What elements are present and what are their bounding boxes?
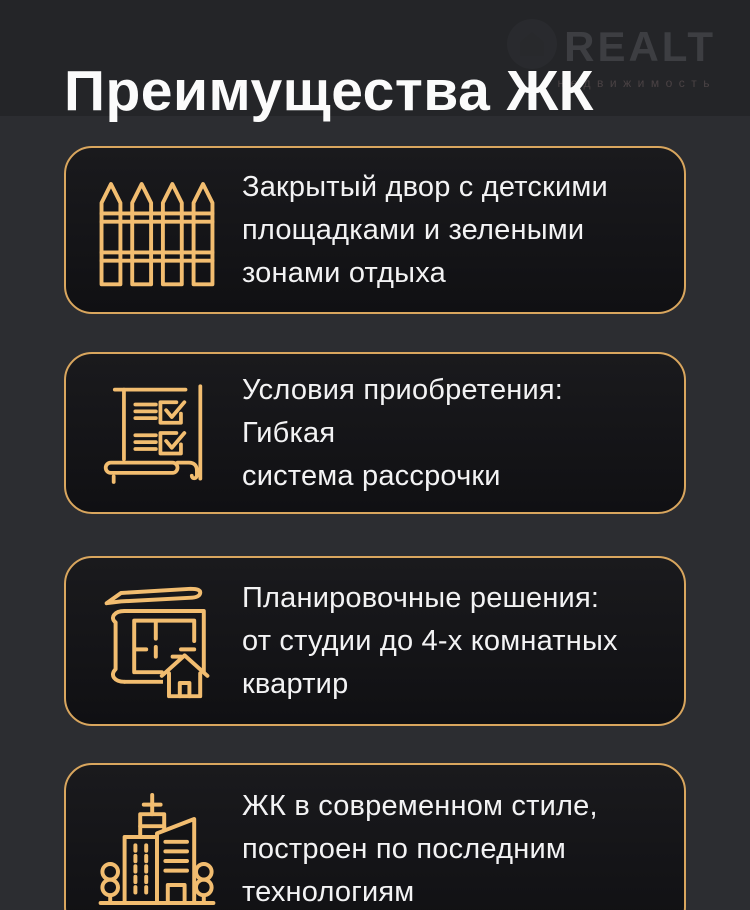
benefit-text: Планировочные решения: от студии до 4-х комнатных квартир (242, 581, 618, 700)
page-title: Преимущества ЖК (64, 59, 594, 124)
benefit-card-yard (64, 146, 686, 314)
benefit-card-list (64, 146, 686, 910)
checklist-icon (96, 369, 218, 497)
floorplan-icon (96, 577, 218, 705)
building-icon (96, 785, 218, 910)
benefit-card-modern-style (64, 763, 686, 910)
brand-subtitle: недвижимость (557, 76, 716, 90)
benefit-text: ЖК в современном стиле, построен по последним технологиям (242, 789, 598, 908)
benefit-card-terms (64, 352, 686, 514)
benefit-text: Закрытый двор с детскими площадками и зелеными зонами отдыха (242, 170, 608, 289)
benefit-text: Условия приобретения: Гибкая система рассрочки (242, 373, 564, 492)
fence-icon (96, 166, 218, 294)
benefit-card-layouts (64, 556, 686, 726)
brand-name: REALT (564, 22, 716, 70)
